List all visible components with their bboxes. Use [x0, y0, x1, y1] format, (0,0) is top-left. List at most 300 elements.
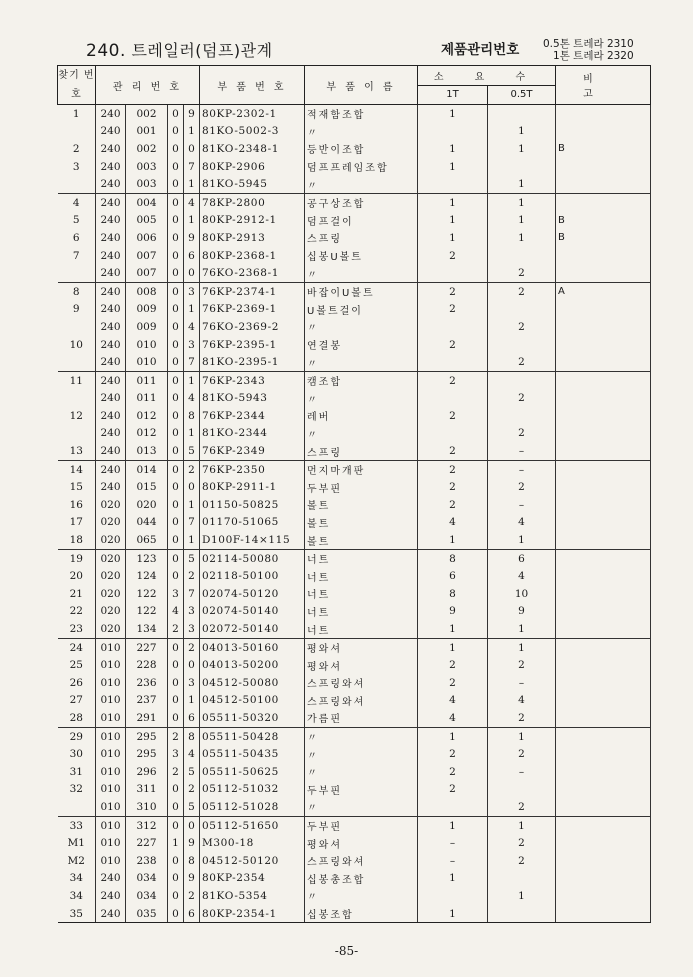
remarks-cell — [556, 638, 651, 656]
mgmt-no-cell: 8 — [184, 852, 200, 870]
mgmt-no-cell: 0 — [168, 175, 184, 193]
qty-05t-cell: 2 — [488, 425, 556, 443]
find-no-cell: 12 — [58, 407, 96, 425]
part-no-cell: 05112-51650 — [200, 816, 305, 834]
part-no-cell: 80KP-2354-1 — [200, 905, 305, 923]
table-row — [58, 905, 651, 923]
find-no-cell: 19 — [58, 549, 96, 567]
qty-1t-cell: 1 — [418, 212, 488, 230]
part-name-cell: 너트 — [305, 567, 418, 585]
part-name-cell: 바잡이U볼트 — [305, 282, 418, 300]
parts-table — [57, 65, 651, 923]
remarks-cell — [556, 567, 651, 585]
find-no-cell: 29 — [58, 727, 96, 745]
mgmt-no-cell: 1 — [184, 371, 200, 389]
mgmt-no-cell: 5 — [184, 442, 200, 460]
mgmt-no-cell: 011 — [126, 390, 168, 408]
qty-1t-cell: 1 — [418, 531, 488, 549]
find-no-cell: 1 — [58, 105, 96, 123]
mgmt-no-cell: 015 — [126, 478, 168, 496]
qty-1t-cell: 1 — [418, 158, 488, 176]
remarks-cell: B — [556, 229, 651, 247]
mgmt-no-cell: 4 — [168, 603, 184, 621]
mgmt-no-cell: 0 — [184, 656, 200, 674]
mgmt-no-cell: 4 — [184, 318, 200, 336]
mgmt-no-cell: 1 — [184, 425, 200, 443]
mgmt-no-cell: 310 — [126, 798, 168, 816]
mgmt-no-cell: 240 — [96, 212, 126, 230]
qty-05t-cell — [488, 105, 556, 123]
mgmt-no-cell: 240 — [96, 140, 126, 158]
model-line: 0.5톤 트레라 2310 — [543, 38, 634, 50]
mgmt-no-cell: 007 — [126, 247, 168, 265]
part-name-cell: 〃 — [305, 353, 418, 371]
remarks-cell: B — [556, 212, 651, 230]
mgmt-no-cell: 1 — [184, 301, 200, 319]
find-no-cell — [58, 390, 96, 408]
qty-05t-cell: 2 — [488, 834, 556, 852]
part-name-cell: 두부핀 — [305, 781, 418, 799]
mgmt-no-cell: 2 — [168, 763, 184, 781]
remarks-cell: B — [556, 140, 651, 158]
table-row — [58, 247, 651, 265]
part-no-cell: 80KP-2368-1 — [200, 247, 305, 265]
qty-1t-cell — [418, 887, 488, 905]
part-no-cell: D100F-14×115 — [200, 531, 305, 549]
mgmt-no-cell: 009 — [126, 301, 168, 319]
mgmt-no-cell: 0 — [168, 301, 184, 319]
table-row — [58, 549, 651, 567]
part-no-cell: 02074-50140 — [200, 603, 305, 621]
mgmt-no-cell: 240 — [96, 460, 126, 478]
part-no-cell: 04512-50120 — [200, 852, 305, 870]
mgmt-no-cell: 0 — [168, 478, 184, 496]
find-no-cell — [58, 798, 96, 816]
part-no-cell: 80KP-2302-1 — [200, 105, 305, 123]
remarks-cell — [556, 727, 651, 745]
qty-05t-cell: 1 — [488, 229, 556, 247]
mgmt-no-cell: 240 — [96, 175, 126, 193]
remarks-cell — [556, 353, 651, 371]
qty-05t-cell: 2 — [488, 353, 556, 371]
mgmt-no-cell: 008 — [126, 282, 168, 300]
table-row — [58, 692, 651, 710]
remarks-cell — [556, 674, 651, 692]
mgmt-no-cell: 0 — [168, 781, 184, 799]
part-no-cell: 81KO-2344 — [200, 425, 305, 443]
part-no-cell: 81KO-5945 — [200, 175, 305, 193]
part-name-cell: 등반이조합 — [305, 140, 418, 158]
mgmt-no-cell: 240 — [96, 193, 126, 211]
qty-1t-cell: – — [418, 834, 488, 852]
mgmt-no-cell: 124 — [126, 567, 168, 585]
part-no-cell: 81KO-5943 — [200, 390, 305, 408]
mgmt-no-cell: 7 — [184, 158, 200, 176]
mgmt-no-cell: 134 — [126, 620, 168, 638]
part-name-cell: 스프링와셔 — [305, 852, 418, 870]
mgmt-no-cell: 0 — [184, 816, 200, 834]
qty-05t-cell: 2 — [488, 656, 556, 674]
remarks-cell — [556, 781, 651, 799]
mgmt-no-cell: 291 — [126, 709, 168, 727]
qty-05t-cell — [488, 247, 556, 265]
part-no-cell: 05112-51032 — [200, 781, 305, 799]
part-name-cell: 너트 — [305, 549, 418, 567]
qty-05t-cell — [488, 158, 556, 176]
qty-05t-cell: 1 — [488, 140, 556, 158]
mgmt-no-cell: 3 — [168, 585, 184, 603]
qty-05t-cell: 2 — [488, 282, 556, 300]
qty-1t-cell: 2 — [418, 282, 488, 300]
page-number: -85- — [334, 944, 359, 958]
part-name-cell: 스프링 — [305, 442, 418, 460]
part-name-cell: 십봉조합 — [305, 905, 418, 923]
table-row — [58, 567, 651, 585]
mgmt-no-cell: 0 — [168, 336, 184, 354]
mgmt-no-cell: 6 — [184, 905, 200, 923]
qty-1t-cell: 1 — [418, 816, 488, 834]
qty-1t-cell: 2 — [418, 656, 488, 674]
part-name-cell: 〃 — [305, 318, 418, 336]
find-no-cell: 2 — [58, 140, 96, 158]
qty-1t-cell: 8 — [418, 585, 488, 603]
qty-05t-cell: 2 — [488, 390, 556, 408]
qty-1t-cell: 1 — [418, 193, 488, 211]
find-no-cell: 4 — [58, 193, 96, 211]
mgmt-no-cell: 1 — [168, 834, 184, 852]
mgmt-no-cell: 123 — [126, 549, 168, 567]
remarks-cell — [556, 745, 651, 763]
qty-1t-cell: 2 — [418, 478, 488, 496]
table-row — [58, 514, 651, 532]
table-row — [58, 140, 651, 158]
table-row — [58, 229, 651, 247]
mgmt-no-cell: 3 — [184, 603, 200, 621]
find-no-cell: M1 — [58, 834, 96, 852]
part-name-cell: 〃 — [305, 887, 418, 905]
qty-05t-cell — [488, 336, 556, 354]
find-no-cell: 22 — [58, 603, 96, 621]
part-no-cell: 01170-51065 — [200, 514, 305, 532]
remarks-cell — [556, 870, 651, 888]
remarks-cell — [556, 318, 651, 336]
mgmt-no-cell: 6 — [184, 247, 200, 265]
find-no-cell: 34 — [58, 887, 96, 905]
qty-1t-cell: 1 — [418, 905, 488, 923]
part-no-cell: 05511-50320 — [200, 709, 305, 727]
mgmt-no-cell: 2 — [184, 567, 200, 585]
part-name-cell: 볼트 — [305, 531, 418, 549]
remarks-cell — [556, 816, 651, 834]
remarks-cell — [556, 496, 651, 514]
mgmt-no-cell: 0 — [168, 816, 184, 834]
table-row — [58, 175, 651, 193]
part-no-cell: 04013-50200 — [200, 656, 305, 674]
part-no-cell: 76KP-2350 — [200, 460, 305, 478]
table-row — [58, 727, 651, 745]
part-name-cell: 가름핀 — [305, 709, 418, 727]
qty-1t-cell: 2 — [418, 460, 488, 478]
find-no-cell: 11 — [58, 371, 96, 389]
remarks-cell — [556, 763, 651, 781]
mgmt-no-cell: 001 — [126, 123, 168, 141]
find-no-cell: 31 — [58, 763, 96, 781]
part-no-cell: 81KO-5002-3 — [200, 123, 305, 141]
remarks-cell — [556, 371, 651, 389]
find-no-cell: 21 — [58, 585, 96, 603]
remarks-cell — [556, 514, 651, 532]
find-no-cell: 23 — [58, 620, 96, 638]
mgmt-no-cell: 0 — [168, 798, 184, 816]
qty-05t-cell: 1 — [488, 887, 556, 905]
mgmt-no-cell: 228 — [126, 656, 168, 674]
part-no-cell: 81KO-5354 — [200, 887, 305, 905]
qty-05t-cell: 1 — [488, 212, 556, 230]
table-row — [58, 852, 651, 870]
col-qty-1t: 1T — [418, 85, 488, 105]
part-name-cell: 〃 — [305, 264, 418, 282]
table-row — [58, 745, 651, 763]
part-name-cell: 평와셔 — [305, 656, 418, 674]
part-name-cell: 너트 — [305, 603, 418, 621]
remarks-cell — [556, 193, 651, 211]
part-no-cell: 81KO-2348-1 — [200, 140, 305, 158]
part-name-cell: 너트 — [305, 585, 418, 603]
mgmt-no-cell: 0 — [168, 692, 184, 710]
qty-1t-cell — [418, 175, 488, 193]
mgmt-no-cell: 020 — [96, 531, 126, 549]
part-name-cell: 평와셔 — [305, 638, 418, 656]
mgmt-no-cell: 005 — [126, 212, 168, 230]
part-name-cell: 너트 — [305, 620, 418, 638]
part-no-cell: M300-18 — [200, 834, 305, 852]
mgmt-no-cell: 0 — [168, 887, 184, 905]
find-no-cell: 3 — [58, 158, 96, 176]
mgmt-no-cell: 020 — [96, 603, 126, 621]
part-name-cell: 평와셔 — [305, 834, 418, 852]
qty-05t-cell: 2 — [488, 264, 556, 282]
mgmt-no-cell: 2 — [184, 638, 200, 656]
qty-05t-cell: 1 — [488, 638, 556, 656]
part-name-cell: 스프링 — [305, 229, 418, 247]
qty-1t-cell — [418, 264, 488, 282]
mgmt-no-cell: 012 — [126, 425, 168, 443]
mgmt-no-cell: 2 — [184, 460, 200, 478]
part-no-cell: 04512-50080 — [200, 674, 305, 692]
section-number: 240. — [86, 41, 126, 61]
mgmt-no-cell: 0 — [168, 140, 184, 158]
mgmt-no-cell: 0 — [168, 442, 184, 460]
section-title — [86, 38, 273, 61]
remarks-cell — [556, 390, 651, 408]
part-name-cell: 〃 — [305, 175, 418, 193]
mgmt-no-cell: 240 — [96, 247, 126, 265]
mgmt-no-cell: 010 — [96, 763, 126, 781]
mgmt-no-cell: 1 — [184, 212, 200, 230]
mgmt-no-cell: 011 — [126, 371, 168, 389]
mgmt-no-cell: 240 — [96, 158, 126, 176]
find-no-cell — [58, 318, 96, 336]
find-no-cell: 16 — [58, 496, 96, 514]
qty-1t-cell: 8 — [418, 549, 488, 567]
mgmt-no-cell: 240 — [96, 425, 126, 443]
mgmt-no-cell: 002 — [126, 105, 168, 123]
part-no-cell: 80KP-2354 — [200, 870, 305, 888]
table-row — [58, 407, 651, 425]
mgmt-no-cell: 010 — [96, 656, 126, 674]
mgmt-no-cell: 034 — [126, 870, 168, 888]
mgmt-no-cell: 020 — [96, 514, 126, 532]
part-no-cell: 80KP-2912-1 — [200, 212, 305, 230]
mgmt-no-cell: 0 — [168, 407, 184, 425]
col-part-name: 부 품 이 름 — [305, 66, 418, 105]
part-name-cell: 십봉U볼트 — [305, 247, 418, 265]
mgmt-no-cell: 0 — [168, 656, 184, 674]
mgmt-no-cell: 240 — [96, 301, 126, 319]
mgmt-no-cell: 9 — [184, 229, 200, 247]
find-no-cell: 27 — [58, 692, 96, 710]
mgmt-no-cell: 2 — [184, 887, 200, 905]
mgmt-no-cell: 240 — [96, 870, 126, 888]
find-no-cell: 32 — [58, 781, 96, 799]
remarks-cell — [556, 656, 651, 674]
remarks-cell — [556, 336, 651, 354]
remarks-cell — [556, 887, 651, 905]
qty-1t-cell: 1 — [418, 870, 488, 888]
part-no-cell: 76KP-2344 — [200, 407, 305, 425]
qty-05t-cell: 9 — [488, 603, 556, 621]
mgmt-no-cell: 2 — [168, 727, 184, 745]
mgmt-no-cell: 2 — [184, 781, 200, 799]
mgmt-no-cell: 010 — [96, 834, 126, 852]
mgmt-no-cell: 044 — [126, 514, 168, 532]
mgmt-no-cell: 0 — [168, 870, 184, 888]
parts-table-body — [58, 105, 651, 923]
qty-05t-cell — [488, 870, 556, 888]
section-name: 트레일러(덤프)관계 — [131, 41, 273, 60]
part-name-cell: 볼트 — [305, 514, 418, 532]
mgmt-no-cell: 6 — [184, 709, 200, 727]
table-row — [58, 816, 651, 834]
mgmt-no-cell: 7 — [184, 353, 200, 371]
mgmt-no-cell: 240 — [96, 336, 126, 354]
find-no-cell: 28 — [58, 709, 96, 727]
table-row — [58, 158, 651, 176]
table-row — [58, 353, 651, 371]
qty-1t-cell: 2 — [418, 301, 488, 319]
mgmt-no-cell: 0 — [168, 531, 184, 549]
qty-05t-cell: 2 — [488, 852, 556, 870]
model-line: 1톤 트레라 2320 — [553, 50, 634, 62]
mgmt-no-cell: 0 — [168, 514, 184, 532]
qty-1t-cell: 2 — [418, 336, 488, 354]
part-name-cell: 스프링와셔 — [305, 674, 418, 692]
find-no-cell: 7 — [58, 247, 96, 265]
qty-05t-cell: – — [488, 674, 556, 692]
part-name-cell: 공구상조합 — [305, 193, 418, 211]
qty-05t-cell: 4 — [488, 567, 556, 585]
qty-05t-cell: – — [488, 496, 556, 514]
mgmt-no-cell: 240 — [96, 905, 126, 923]
table-row — [58, 620, 651, 638]
part-name-cell: 볼트 — [305, 496, 418, 514]
table-row — [58, 798, 651, 816]
table-row — [58, 834, 651, 852]
mgmt-no-cell: 014 — [126, 460, 168, 478]
mgmt-no-cell: 020 — [96, 549, 126, 567]
mgmt-no-cell: 0 — [168, 229, 184, 247]
find-no-cell: 14 — [58, 460, 96, 478]
qty-05t-cell: 2 — [488, 745, 556, 763]
qty-1t-cell: 1 — [418, 140, 488, 158]
col-qty: 소 요 수 — [418, 66, 556, 86]
part-name-cell: 〃 — [305, 745, 418, 763]
find-no-cell: 6 — [58, 229, 96, 247]
qty-1t-cell: 9 — [418, 603, 488, 621]
part-no-cell: 76KP-2343 — [200, 371, 305, 389]
mgmt-no-cell: 1 — [184, 123, 200, 141]
mgmt-no-cell: 240 — [96, 229, 126, 247]
mgmt-no-cell: 034 — [126, 887, 168, 905]
mgmt-no-cell: 240 — [96, 390, 126, 408]
remarks-cell — [556, 264, 651, 282]
qty-05t-cell: 1 — [488, 816, 556, 834]
find-no-cell: 5 — [58, 212, 96, 230]
mgmt-no-cell: 240 — [96, 105, 126, 123]
remarks-cell — [556, 905, 651, 923]
find-no-cell: 10 — [58, 336, 96, 354]
mgmt-no-cell: 0 — [168, 460, 184, 478]
qty-05t-cell: 6 — [488, 549, 556, 567]
mgmt-no-cell: 0 — [168, 709, 184, 727]
mgmt-no-cell: 010 — [96, 852, 126, 870]
part-name-cell: 레버 — [305, 407, 418, 425]
mgmt-no-cell: 010 — [126, 353, 168, 371]
mgmt-no-cell: 020 — [126, 496, 168, 514]
mgmt-no-cell: 8 — [184, 407, 200, 425]
part-no-cell: 76KP-2374-1 — [200, 282, 305, 300]
part-no-cell: 02074-50120 — [200, 585, 305, 603]
find-no-cell: 17 — [58, 514, 96, 532]
table-row — [58, 105, 651, 123]
mgmt-no-cell: 7 — [184, 585, 200, 603]
mgmt-no-cell: 020 — [96, 496, 126, 514]
qty-1t-cell — [418, 390, 488, 408]
mgmt-no-cell: 035 — [126, 905, 168, 923]
mgmt-no-cell: 8 — [184, 727, 200, 745]
mgmt-no-cell: 5 — [184, 549, 200, 567]
mgmt-no-cell: 010 — [96, 638, 126, 656]
mgmt-no-cell: 0 — [168, 353, 184, 371]
mgmt-no-cell: 240 — [96, 371, 126, 389]
mgmt-no-cell: 0 — [168, 318, 184, 336]
mgmt-no-cell: 3 — [184, 282, 200, 300]
remarks-cell — [556, 175, 651, 193]
qty-05t-cell: 1 — [488, 175, 556, 193]
qty-1t-cell: 2 — [418, 745, 488, 763]
mgmt-no-cell: 020 — [96, 585, 126, 603]
mgmt-no-cell: 3 — [184, 336, 200, 354]
part-no-cell: 02072-50140 — [200, 620, 305, 638]
remarks-cell — [556, 585, 651, 603]
mgmt-no-cell: 4 — [184, 193, 200, 211]
qty-1t-cell: 2 — [418, 407, 488, 425]
mgmt-no-cell: 7 — [184, 514, 200, 532]
find-no-cell: 18 — [58, 531, 96, 549]
part-name-cell: 〃 — [305, 425, 418, 443]
find-no-cell: 13 — [58, 442, 96, 460]
table-row — [58, 318, 651, 336]
